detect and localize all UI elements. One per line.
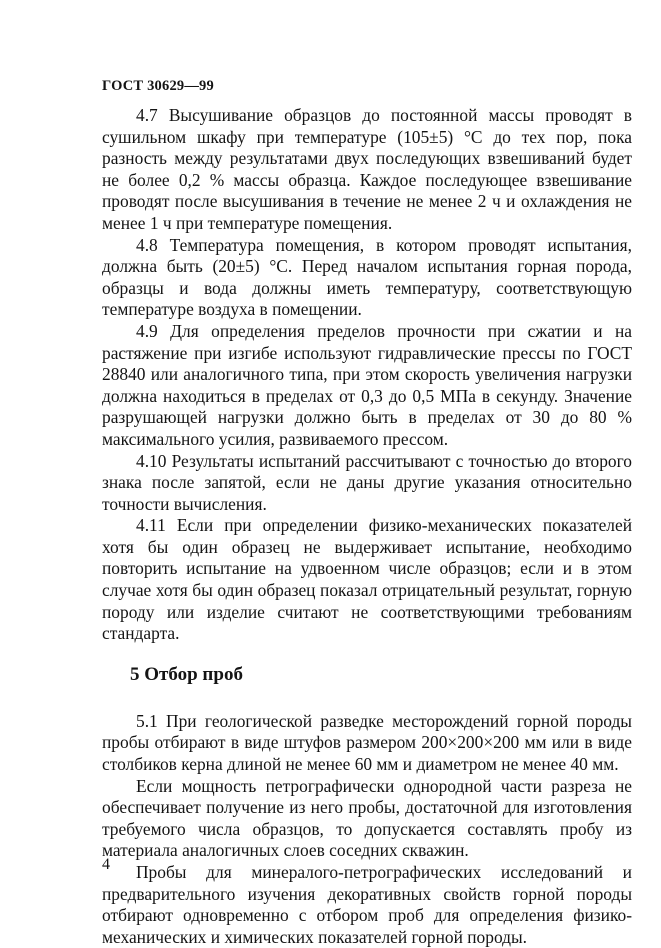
paragraph-4-8: 4.8 Температура помещения, в котором проводят испытания, должна быть (20±5) °С. Перед началом испытания горная порода, образцы и вода должны иметь температуру, соответствующую температуре воздуха в помещении.	[102, 234, 632, 320]
paragraph-4-11: 4.11 Если при определении физико-механических показателей хотя бы один образец не выдерживает испытание, необходимо повторить испытание на удвоенном числе образцов; если и в этом случае хотя бы один образец показал отрицательный результат, горную породу или изделие считают не соответствующими требованиям стандарта.	[102, 515, 632, 644]
paragraph-5-1-continued: Если мощность петрографически однородной части разреза не обеспечивает получение из него пробы, достаточной для изготовления требуемого числа образцов, то допускается составлять пробу из материала аналогичных слоев соседних скважин.	[102, 775, 632, 861]
paragraph-5-1: 5.1 При геологической разведке месторождений горной породы пробы отбирают в виде штуфов размером 200×200×200 мм или в виде столбиков керна длиной не менее 60 мм и диаметром не менее 40 мм.	[102, 710, 632, 775]
paragraph-5-1-samples: Пробы для минералого-петрографических исследований и предварительного изучения декоративных свойств горной породы отбирают одновременно с отбором проб для определения физико-механических и химических показателей горной породы.	[102, 862, 632, 947]
page-number: 4	[102, 856, 110, 873]
section-heading-5: 5 Отбор проб	[130, 663, 243, 685]
paragraph-4-9: 4.9 Для определения пределов прочности при сжатии и на растяжение при изгибе используют гидравлические прессы по ГОСТ 28840 или аналогичного типа, при этом скорость увеличения нагрузки должна находиться в пределах от 0,3 до 0,5 МПа в секунду. Значение разрушающей нагрузки должно быть в пределах от 30 до 80 % максимального усилия, развиваемого прессом.	[102, 320, 632, 449]
page-header-standard: ГОСТ 30629—99	[102, 78, 214, 94]
paragraph-4-10: 4.10 Результаты испытаний рассчитывают с точностью до второго знака после запятой, если не даны другие указания относительно точности вычисления.	[102, 450, 632, 514]
document-body	[102, 105, 632, 948]
paragraph-4-7: 4.7 Высушивание образцов до постоянной массы проводят в сушильном шкафу при температуре (105±5) °С до тех пор, пока разность между результатами двух последующих взвешиваний будет не более 0,2 % массы образца. Каждое последующее взвешивание проводят после высушивания в течение не менее 2 ч и охлаждения не менее 1 ч при температуре помещения.	[102, 105, 632, 233]
